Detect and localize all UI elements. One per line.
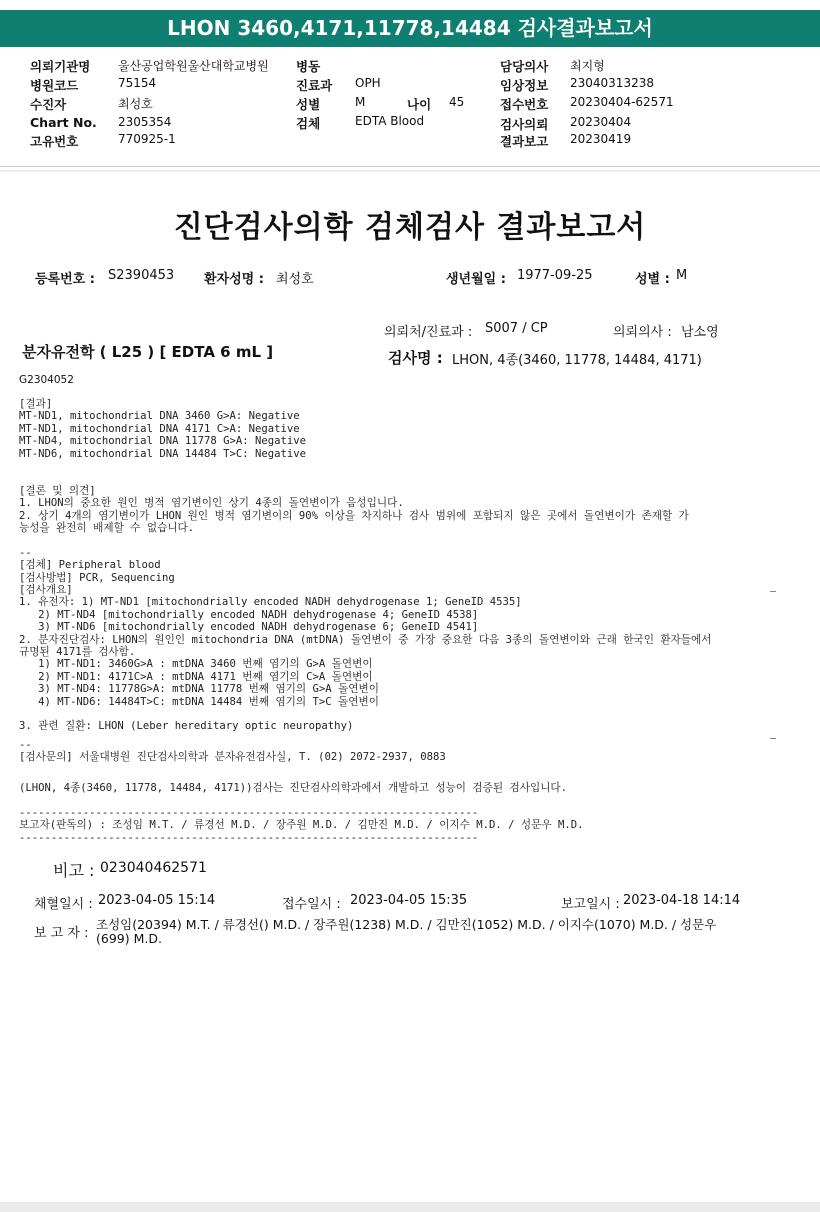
result-line: 2) MT-ND1: 4171C>A : mtDNA 4171 번째 염기의 C>A 돌연변이 bbox=[19, 670, 373, 683]
reporter-line-1: 조성임(20394) M.T. / 류경선() M.D. / 장주원(1238) M.D. / 김만진(1052) M.D. / 이지수(1070) M.D. / 성문우 bbox=[96, 917, 717, 932]
value-test-request-date: 20230404 bbox=[570, 115, 632, 129]
label-age: 나이 bbox=[407, 97, 432, 112]
result-line: ------------------------------------------------------------------------ bbox=[19, 831, 479, 844]
label-sex: 성별 bbox=[296, 97, 321, 112]
sex-label: 성별 : bbox=[635, 272, 670, 287]
value-clinical-info: 23040313238 bbox=[570, 76, 654, 90]
collected-label: 채혈일시 : bbox=[34, 897, 93, 912]
value-requesting-institution: 울산공업학원울산대학교병원 bbox=[118, 59, 269, 73]
result-line: 3. 관련 질환: LHON (Leber hereditary optic neuropathy) bbox=[19, 720, 354, 733]
value-department: OPH bbox=[355, 76, 381, 90]
specimen-code: G2304052 bbox=[19, 374, 74, 386]
result-line: -- bbox=[19, 738, 32, 751]
note-value: 023040462571 bbox=[100, 860, 207, 876]
result-line: MT-ND1, mitochondrial DNA 3460 G>A: Negative bbox=[19, 410, 300, 423]
reporter-line-2: (699) M.D. bbox=[96, 931, 162, 946]
dob-value: 1977-09-25 bbox=[517, 268, 593, 283]
result-line: 능성을 완전히 배제할 수 없습니다. bbox=[19, 522, 195, 534]
result-line: 4) MT-ND6: 14484T>C: mtDNA 14484 번째 염기의 T>C 돌연변이 bbox=[19, 695, 379, 708]
patient-name-label: 환자성명 : bbox=[204, 272, 264, 287]
result-line: 2. 분자진단검사: LHON의 원인인 mitochondria DNA (mtDNA) 돌연변이 중 가장 중요한 다음 3종의 돌연변이와 근래 한국인 환자들에서 bbox=[19, 633, 712, 646]
label-accession-no: 접수번호 bbox=[500, 97, 549, 112]
registration-value: S2390453 bbox=[108, 268, 175, 283]
value-chart-no: 2305354 bbox=[118, 115, 172, 129]
result-line: 2. 상기 4개의 염기변이가 LHON 원인 병적 염기변이의 90% 이상을 차지하나 검사 범위에 포함되지 않은 곳에서 돌연변이가 존재할 가 bbox=[19, 509, 689, 522]
requesting-doctor-label: 의뢰의사 : bbox=[613, 325, 672, 340]
report-document bbox=[0, 172, 820, 1202]
value-sex: M bbox=[355, 95, 366, 109]
value-hospital-code: 75154 bbox=[118, 76, 157, 90]
test-section-heading: 분자유전학 ( L25 ) [ EDTA 6 mL ] bbox=[22, 343, 274, 361]
value-attending-doctor: 최지형 bbox=[570, 59, 605, 73]
label-clinical-info: 임상정보 bbox=[500, 78, 549, 93]
result-line: MT-ND4, mitochondrial DNA 11778 G>A: Negative bbox=[19, 435, 307, 448]
result-line: [검체] Peripheral blood bbox=[19, 559, 161, 572]
value-result-report-date: 20230419 bbox=[570, 132, 632, 146]
result-line: ------------------------------------------------------------------------ bbox=[19, 806, 479, 819]
scan-mark bbox=[770, 591, 776, 592]
result-line: [검사방법] PCR, Sequencing bbox=[19, 571, 175, 584]
report-header-panel bbox=[0, 0, 820, 170]
result-line: [검사개요] bbox=[19, 584, 73, 596]
result-line: [결과] bbox=[19, 398, 53, 410]
report-title-bar: LHON 3460,4171,11778,14484 검사결과보고서 bbox=[0, 10, 820, 47]
result-line: 2) MT-ND4 [mitochondrially encoded NADH dehydrogenase 4; GeneID 4538] bbox=[19, 608, 479, 621]
result-line: 1. 유전자: 1) MT-ND1 [mitochondrially encoded NADH dehydrogenase 1; GeneID 4535] bbox=[19, 596, 522, 609]
result-line: 규명된 4171를 검사함. bbox=[19, 646, 136, 658]
reported-value: 2023-04-18 14:14 bbox=[623, 893, 741, 908]
label-patient: 수진자 bbox=[30, 97, 67, 112]
label-attending-doctor: 담당의사 bbox=[500, 59, 549, 74]
label-test-request-date: 검사의뢰 bbox=[500, 117, 549, 132]
sex-value: M bbox=[676, 268, 688, 283]
result-line: [검사문의] 서울대병원 진단검사의학과 분자유전검사실, T. (02) 2072-2937, 0883 bbox=[19, 751, 446, 764]
department-label: 의뢰처/진료과 : bbox=[384, 325, 473, 340]
received-label: 접수일시 : bbox=[282, 897, 341, 912]
patient-name-value: 최성호 bbox=[276, 272, 314, 287]
reported-label: 보고일시 : bbox=[561, 897, 620, 912]
received-value: 2023-04-05 15:35 bbox=[350, 893, 468, 908]
result-line: MT-ND6, mitochondrial DNA 14484 T>C: Negative bbox=[19, 447, 307, 460]
result-line: (LHON, 4종(3460, 11778, 14484, 4171))검사는 진단검사의학과에서 개발하고 성능이 검증된 검사입니다. bbox=[19, 782, 568, 794]
dob-label: 생년월일 : bbox=[446, 272, 506, 287]
test-name-label: 검사명 : bbox=[388, 349, 443, 367]
result-line: 보고자(판독의) : 조성임 M.T. / 류경선 M.D. / 장주원 M.D. / 김만진 M.D. / 이지수 M.D. / 성문우 M.D. bbox=[19, 819, 584, 832]
label-unique-id: 고유번호 bbox=[30, 134, 79, 149]
label-requesting-institution: 의뢰기관명 bbox=[30, 59, 91, 74]
value-age: 45 bbox=[449, 95, 465, 109]
label-result-report-date: 결과보고 bbox=[500, 134, 549, 149]
value-accession-no: 20230404-62571 bbox=[570, 95, 674, 109]
result-line: 3) MT-ND4: 11778G>A: mtDNA 11778 번째 염기의 G>A 돌연변이 bbox=[19, 683, 379, 696]
value-patient: 최성호 bbox=[118, 97, 153, 111]
registration-label: 등록번호 : bbox=[35, 272, 95, 287]
label-ward: 병동 bbox=[296, 59, 321, 74]
value-specimen: EDTA Blood bbox=[355, 114, 425, 128]
label-chart-no: Chart No. bbox=[30, 115, 97, 130]
collected-value: 2023-04-05 15:14 bbox=[98, 893, 216, 908]
label-department: 진료과 bbox=[296, 78, 333, 93]
document-title: 진단검사의학 검체검사 결과보고서 bbox=[173, 210, 647, 245]
result-line: -- bbox=[19, 546, 32, 559]
result-line: 1) MT-ND1: 3460G>A : mtDNA 3460 번째 염기의 G>A 돌연변이 bbox=[19, 658, 373, 671]
reporter-label: 보 고 자 : bbox=[34, 926, 89, 941]
scan-mark bbox=[770, 738, 776, 739]
test-name-value: LHON, 4종(3460, 11778, 14484, 4171) bbox=[452, 353, 702, 368]
header-divider bbox=[0, 166, 820, 167]
value-unique-id: 770925-1 bbox=[118, 132, 176, 146]
result-line: 3) MT-ND6 [mitochondrially encoded NADH dehydrogenase 6; GeneID 4541] bbox=[19, 621, 479, 634]
result-line: [결론 및 의견] bbox=[19, 484, 96, 497]
label-hospital-code: 병원코드 bbox=[30, 78, 79, 93]
note-label: 비고 : bbox=[53, 861, 95, 880]
department-value: S007 / CP bbox=[485, 321, 548, 336]
result-line: 1. LHON의 중요한 원인 병적 염기변이인 상기 4종의 돌연변이가 음성입니다. bbox=[19, 497, 404, 510]
label-specimen: 검체 bbox=[296, 116, 321, 131]
requesting-doctor-value: 남소영 bbox=[681, 325, 719, 340]
result-line: MT-ND1, mitochondrial DNA 4171 C>A: Negative bbox=[19, 422, 300, 435]
